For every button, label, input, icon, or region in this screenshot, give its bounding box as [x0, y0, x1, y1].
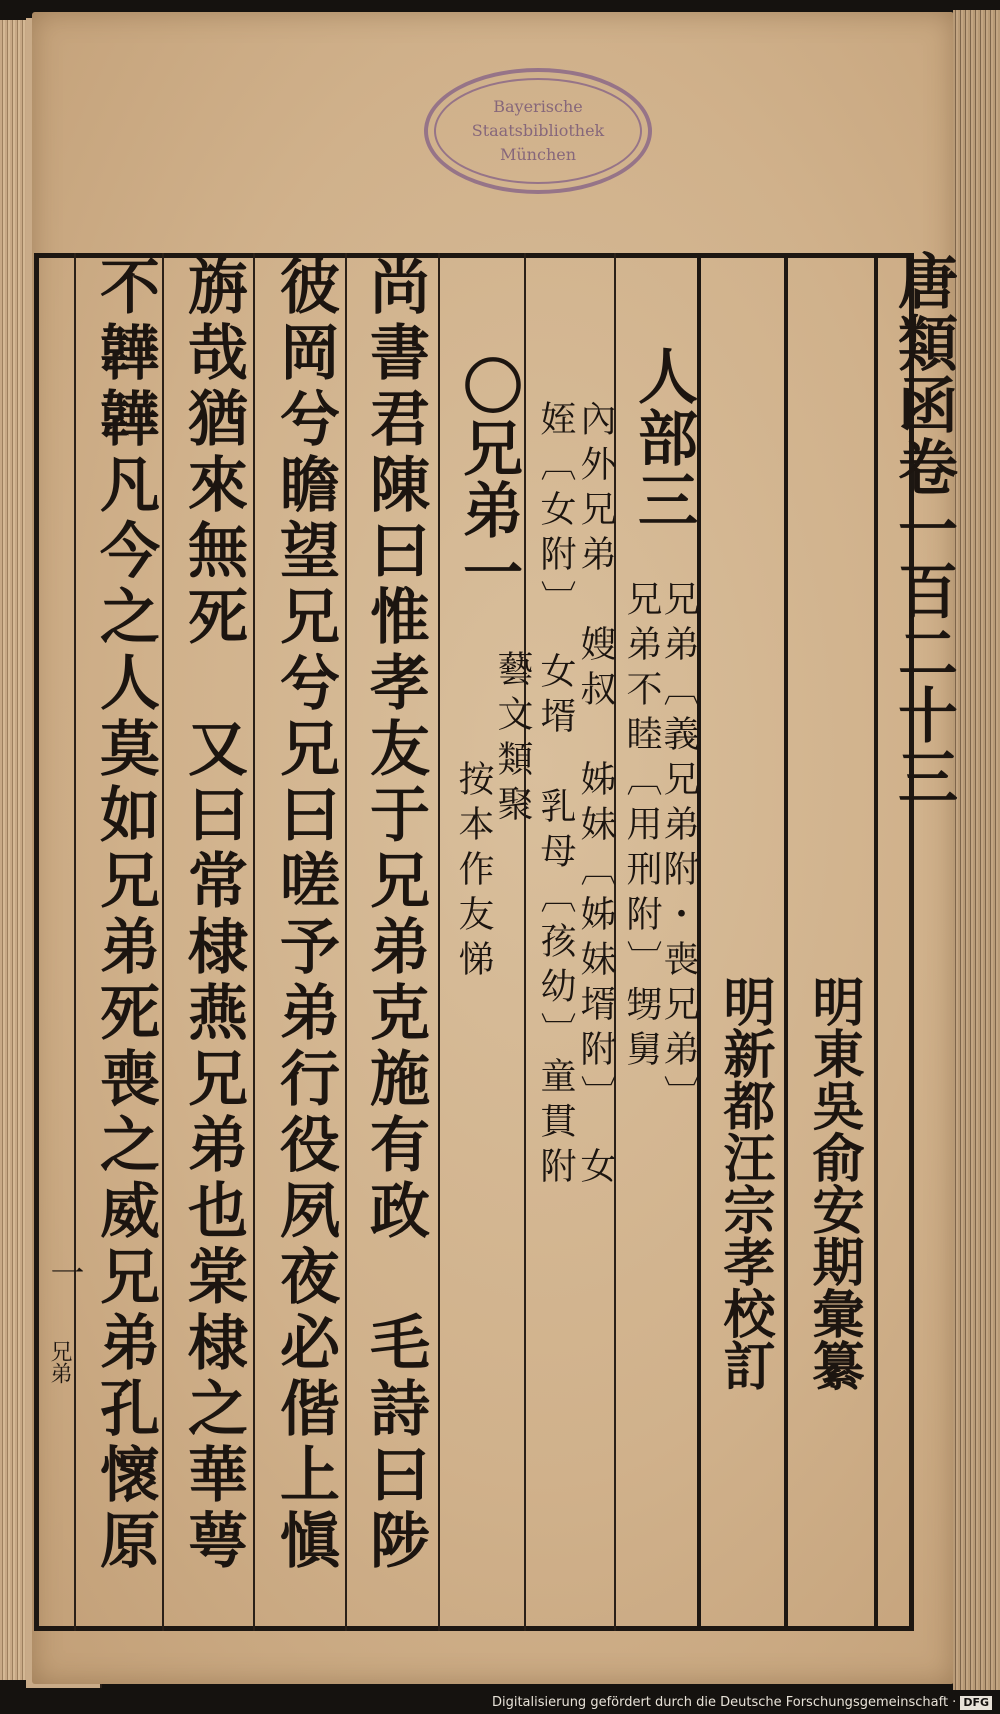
source-note-2: 按本作友悌: [453, 760, 494, 985]
contents-row-3: 內外兄弟 嫂叔 姊妹〔姊妹壻附〕 女: [575, 400, 616, 1192]
column-rule: [874, 253, 878, 1631]
folio-label: 兄弟: [47, 1340, 72, 1384]
text-line-2: 彼岡兮瞻望兄兮兄曰嗟予弟行役夙夜必偕上愼: [270, 255, 340, 1575]
entry-heading: 〇兄弟一: [453, 355, 523, 603]
source-note-1: 藝文類聚: [492, 650, 533, 830]
contents-row-2: 兄弟不睦〔用刑附〕甥舅: [621, 580, 662, 1075]
digitization-footer: [0, 1692, 1000, 1714]
volume-title: 唐類函卷一百二十三: [888, 250, 958, 808]
collator-line: 明新都汪宗孝校訂: [714, 975, 775, 1391]
dfg-logo: DFG: [960, 1696, 992, 1710]
text-line-1: 尚書君陳曰惟孝友于兄弟克施有政 毛詩曰陟: [360, 255, 430, 1575]
column-rule: [74, 253, 76, 1631]
text-line-4: 不韡韡凡今之人莫如兄弟死喪之威兄弟孔懷原: [90, 255, 160, 1575]
column-rule: [784, 253, 788, 1631]
text-line-3: 旃哉猶來無死 又曰常棣燕兄弟也棠棣之華萼: [178, 255, 248, 1575]
stamp-line-2: Staatsbibliothek: [471, 121, 605, 140]
column-rule: [438, 253, 440, 1631]
page-stack-edge: [0, 20, 28, 1680]
library-stamp: [424, 68, 652, 194]
stamp-line-3: München: [499, 145, 577, 164]
footer-text: Digitalisierung gefördert durch die Deutsche Forschungsgemeinschaft ·: [491, 1695, 957, 1710]
compiler-line: 明東吳俞安期彙纂: [803, 975, 864, 1391]
section-heading: 人部三: [628, 345, 698, 531]
contents-row-4: 姪〔女附〕 女壻 乳母〔孩幼〕童貫附: [535, 400, 576, 1192]
folio-number: 一: [44, 1255, 84, 1289]
contents-row-1: 兄弟〔義兄弟附・喪兄弟〕: [658, 580, 699, 1120]
stamp-line-1: Bayerische: [493, 97, 583, 116]
